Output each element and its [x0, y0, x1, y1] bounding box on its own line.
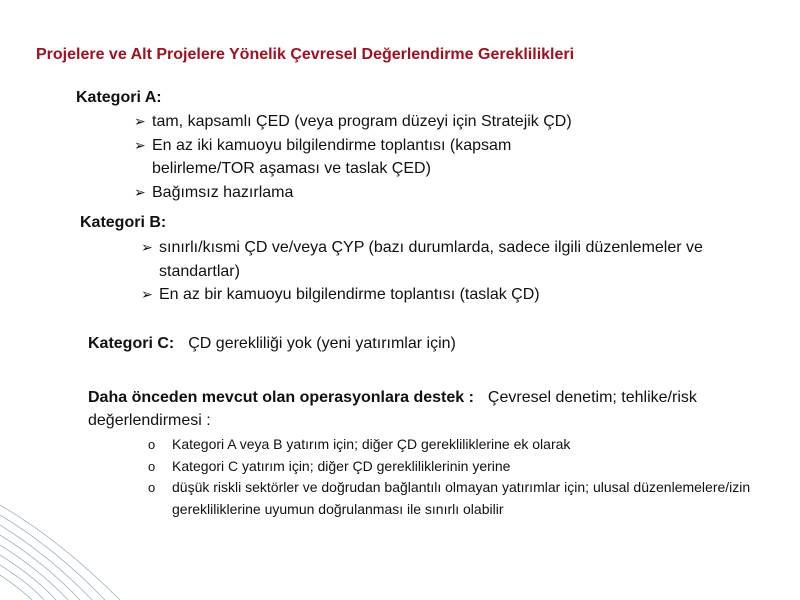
list-item-text: tam, kapsamlı ÇED (veya program düzeyi için Stratejik ÇD) [152, 113, 572, 130]
list-item [134, 110, 694, 134]
circle-bullet-icon: o [148, 480, 156, 495]
list-item-text: Kategori A veya B yatırım için; diğer ÇD gerekliliklerine ek olarak [172, 436, 571, 452]
list-item [141, 236, 704, 283]
list-item-text: En az bir kamuoyu bilgilendirme toplantısı (taslak ÇD) [159, 286, 540, 303]
arrow-bullet-icon: ➢ [141, 239, 153, 255]
list-item [148, 477, 778, 520]
list-item [148, 434, 778, 456]
operations-paragraph [88, 386, 768, 432]
operations-list [148, 434, 778, 520]
list-item-text: En az iki kamuoyu bilgilendirme toplantısı (kapsam belirleme/TOR aşaması ve taslak ÇED) [152, 136, 512, 177]
category-a-list [134, 110, 694, 204]
list-item-text: düşük riskli sektörler ve doğrudan bağlantılı olmayan yatırımlar için; ulusal düzenlemelere/izin gerekliliklerine uyumun doğrulanması ile sınırlı olabilir [172, 479, 751, 517]
list-item [141, 283, 711, 307]
operations-text: Çevresel denetim; tehlike/risk değerlendirmesi : [88, 389, 697, 429]
list-item [134, 181, 694, 205]
operations-heading: Daha önceden mevcut olan operasyonlara destek : [88, 389, 474, 406]
list-item-text: Kategori C yatırım için; diğer ÇD gerekliliklerinin yerine [172, 457, 511, 474]
arrow-bullet-icon: ➢ [134, 113, 146, 129]
category-c [88, 335, 456, 353]
arrow-bullet-icon: ➢ [134, 183, 146, 200]
category-b-list [141, 236, 711, 307]
circle-bullet-icon: o [148, 437, 156, 452]
arrow-bullet-icon: ➢ [134, 136, 146, 153]
circle-bullet-icon: o [148, 458, 156, 474]
list-item [148, 456, 778, 478]
category-c-heading: Kategori C: [88, 335, 175, 352]
category-b-heading: Kategori B: [80, 214, 167, 231]
slide-title: Projelere ve Alt Projelere Yönelik Çevresel Değerlendirme Gereklilikleri [36, 46, 575, 63]
list-item-text: sınırlı/kısmi ÇD ve/veya ÇYP (bazı durumlarda, sadece ilgili düzenlemeler ve standartlar) [159, 239, 703, 280]
list-item-text: Bağımsız hazırlama [152, 183, 294, 201]
category-c-text: ÇD gerekliliği yok (yeni yatırımlar için) [188, 335, 456, 352]
category-a-heading: Kategori A: [76, 89, 162, 106]
arrow-bullet-icon: ➢ [141, 286, 153, 302]
list-item [134, 134, 582, 181]
